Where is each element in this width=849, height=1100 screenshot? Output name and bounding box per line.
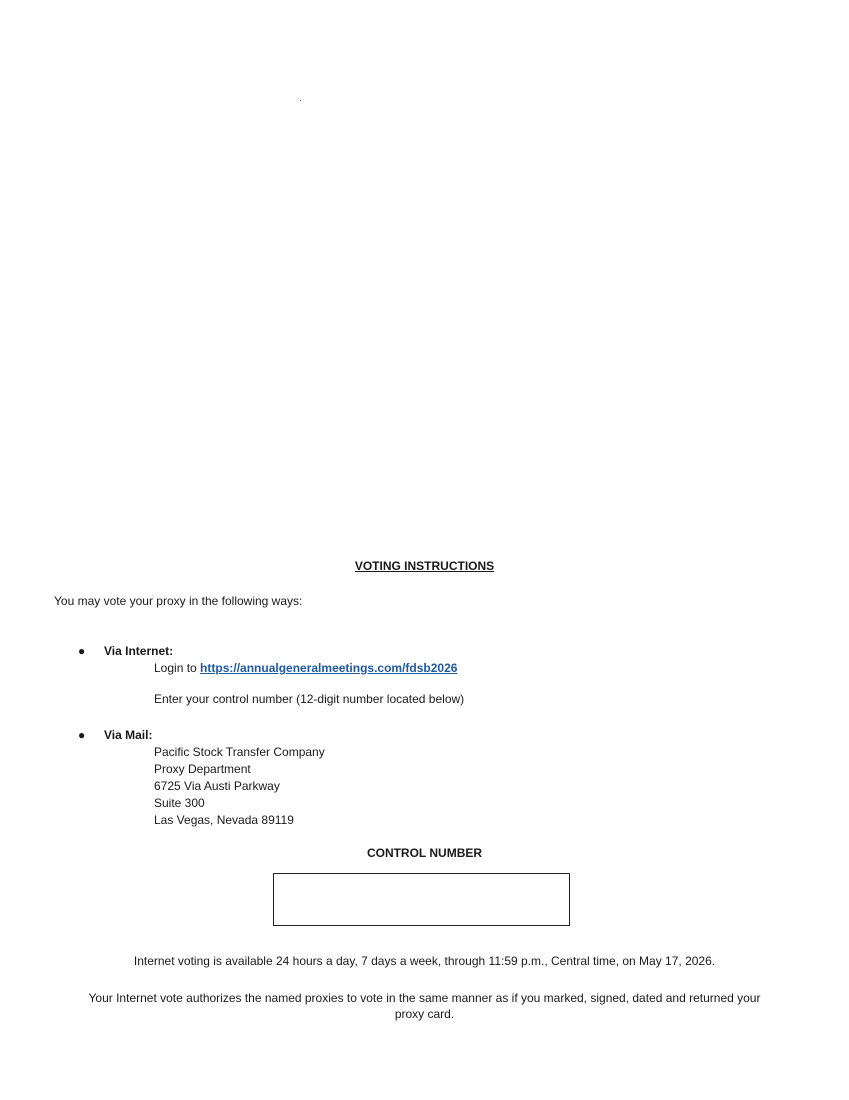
stray-mark: [300, 100, 301, 101]
mail-address-line: Pacific Stock Transfer Company: [154, 745, 325, 759]
authorization-note-line1: Your Internet vote authorizes the named proxies to vote in the same manner as if you marked, signed, dated and returned your: [88, 991, 761, 1005]
mail-address-line: Proxy Department: [154, 762, 251, 776]
intro-text: You may vote your proxy in the following ways:: [54, 594, 303, 608]
login-prefix: Login to: [154, 661, 201, 675]
mail-label: Via Mail:: [104, 728, 153, 742]
mail-address-line: Suite 300: [154, 796, 205, 810]
availability-note: Internet voting is available 24 hours a day, 7 days a week, through 11:59 p.m., Central time, on May 17, 2026.: [133, 954, 716, 968]
bullet-mail: ●: [78, 728, 86, 742]
internet-label: Via Internet:: [104, 644, 174, 658]
control-number-box: [273, 873, 570, 926]
internet-login-line: [154, 661, 457, 675]
page-title: VOTING INSTRUCTIONS: [354, 559, 495, 573]
authorization-note-line2: proxy card.: [394, 1007, 455, 1021]
control-instruction: Enter your control number (12-digit number located below): [154, 692, 465, 706]
mail-address-line: Las Vegas, Nevada 89119: [154, 813, 294, 827]
voting-url-link[interactable]: https://annualgeneralmeetings.com/fdsb2026: [200, 661, 458, 675]
bullet-internet: ●: [78, 644, 86, 658]
mail-address-line: 6725 Via Austi Parkway: [154, 779, 280, 793]
control-number-label: CONTROL NUMBER: [366, 846, 483, 860]
